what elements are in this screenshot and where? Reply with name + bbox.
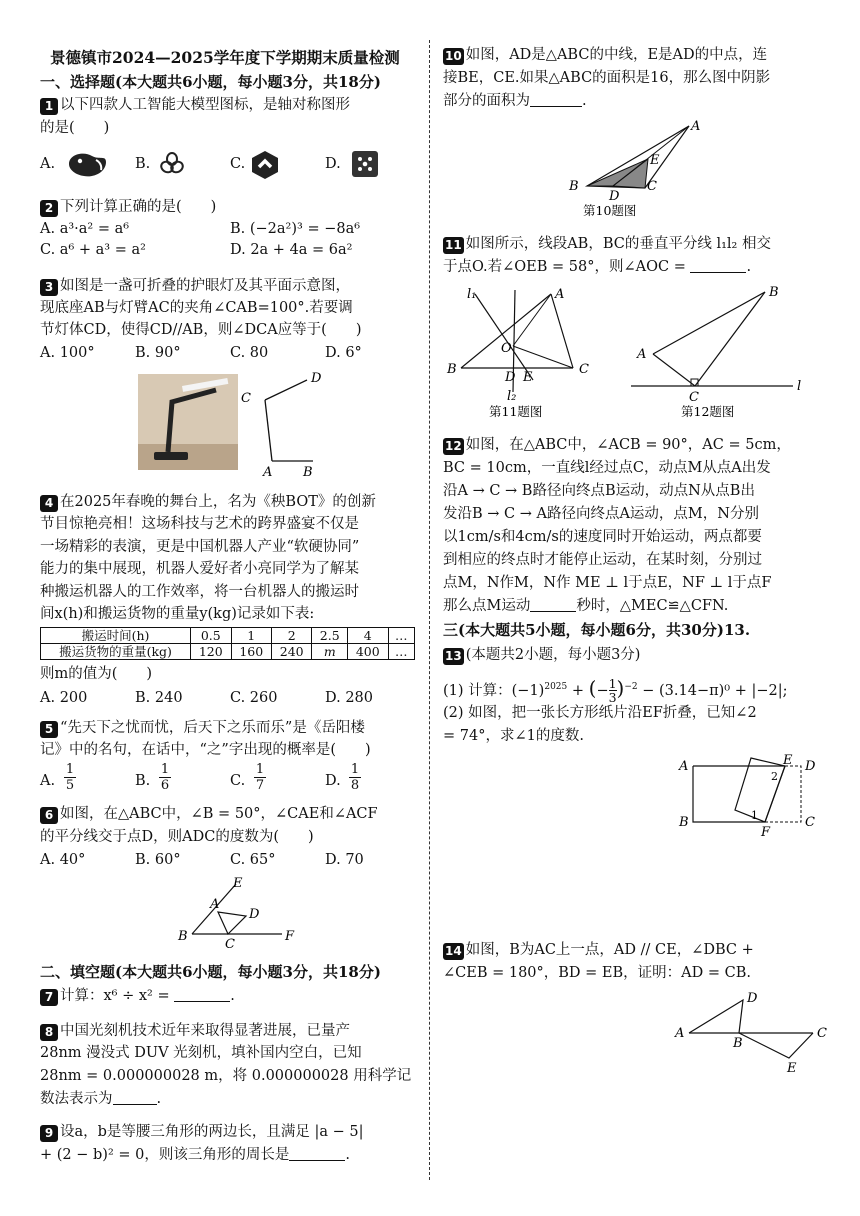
- question-10-line2: 接BE，CE.如果△ABC的面积是16，那么图中阴影: [443, 70, 771, 86]
- question-10-line3: 部分的面积为 .: [443, 93, 587, 109]
- answer-blank[interactable]: [530, 92, 582, 107]
- svg-text:O: O: [501, 341, 512, 356]
- svg-text:B: B: [569, 179, 579, 194]
- svg-text:A: A: [555, 287, 565, 302]
- svg-text:E: E: [233, 876, 243, 891]
- answer-blank[interactable]: [530, 597, 576, 612]
- svg-text:E: E: [523, 370, 533, 385]
- question-1-line2: 的是( ): [40, 120, 110, 136]
- question-13-part2: (2) 如图，把一张长方形纸片沿EF折叠，已知∠2: [443, 705, 757, 721]
- question-number: 8: [40, 1024, 58, 1041]
- q3-option-a: A. 100°: [40, 345, 95, 361]
- question-13: 13 (本题共2小题，每小题3分): [445, 647, 641, 663]
- question-number: 2: [40, 200, 58, 217]
- question-12-line5: 以1cm/s和4cm/s的速度同时开始运动，两点都要: [443, 529, 762, 545]
- question-8-line3: 28nm = 0.000000028 m，将 0.000000028 用科学记: [40, 1068, 412, 1084]
- q2-option-d: D. 2a + 4a = 6a²: [230, 242, 353, 258]
- label-C: C: [241, 391, 251, 406]
- answer-blank[interactable]: [113, 1090, 157, 1105]
- svg-text:D: D: [805, 759, 816, 774]
- question-4-line6: 间x(h)和搬运货物的重量y(kg)记录如下表:: [40, 606, 315, 622]
- q4-option-d: D. 280: [325, 690, 374, 706]
- question-11: 11 如图所示，线段AB，BC的垂直平分线 l₁l₂ 相交: [445, 236, 771, 252]
- question-8-line4: 数法表示为 .: [40, 1091, 162, 1107]
- svg-text:A: A: [675, 1026, 685, 1041]
- svg-text:D: D: [747, 991, 758, 1006]
- svg-text:A: A: [691, 119, 701, 134]
- question-number: 6: [40, 807, 58, 824]
- svg-text:E: E: [650, 153, 660, 168]
- answer-blank[interactable]: [690, 258, 746, 273]
- label-D: D: [311, 371, 322, 386]
- svg-text:l₂: l₂: [507, 389, 517, 404]
- question-5-line2: 记》中的名句，在话中，“之”字出现的概率是( ): [40, 742, 371, 758]
- figure-caption: 第11题图: [489, 404, 543, 419]
- q3-option-d: D. 6°: [325, 345, 362, 361]
- question-11-line2: 于点O.若∠OEB = 58°，则∠AOC = .: [443, 259, 752, 275]
- answer-blank[interactable]: [174, 987, 230, 1002]
- column-divider: [429, 40, 430, 1180]
- hexagon-logo-icon: [251, 150, 279, 180]
- q11-diagram: [443, 280, 603, 422]
- svg-text:D: D: [249, 907, 260, 922]
- svg-text:2: 2: [771, 770, 778, 783]
- svg-text:E: E: [783, 753, 793, 768]
- whale-logo-icon: [66, 148, 108, 180]
- q6-option-d: D. 70: [325, 852, 364, 868]
- question-4: 4 在2025年春晚的舞台上，名为《秧BOT》的创新: [40, 492, 376, 513]
- q2-option-a: A. a³·a² = a⁶: [40, 221, 130, 237]
- svg-text:B: B: [733, 1036, 743, 1051]
- q6-option-a: A. 40°: [40, 852, 86, 868]
- svg-text:1: 1: [751, 809, 758, 822]
- svg-text:C: C: [817, 1026, 827, 1041]
- question-8-line2: 28nm 漫没式 DUV 光刻机，填补国内空白，已知: [40, 1045, 362, 1061]
- question-13-part1: (1) 计算：$(-1)^{2025}$ + (− $\frac{1}{3}$ )$^{-2}$ − (3.14−π)⁰ + |−2|;: [443, 675, 788, 706]
- page-title: 景德镇市2024—2025学年度下学期期末质量检测: [50, 48, 400, 67]
- svg-text:B: B: [679, 815, 689, 830]
- question-5: 5 “先天下之忧而忧，后天下之乐而乐”是《岳阳楼: [40, 718, 365, 739]
- question-number: 7: [40, 989, 58, 1006]
- question-number: 5: [40, 721, 58, 738]
- question-number: 13: [445, 649, 462, 663]
- q1-option-a: A.: [40, 156, 56, 172]
- question-12-line8: 那么点M运动 秒时，△MEC≌△CFN.: [443, 598, 729, 614]
- question-12: 12 如图，在△ABC中，∠ACB = 90°，AC = 5cm，: [445, 437, 791, 453]
- label-A: A: [263, 465, 273, 480]
- q5-option-b: B.: [135, 773, 151, 789]
- question-12-line4: 发沿B → C → A路径向终点A运动，点M，N分别: [443, 506, 759, 522]
- q3-lamp-diagram: [235, 366, 365, 480]
- svg-text:F: F: [761, 825, 771, 840]
- svg-text:C: C: [689, 390, 699, 405]
- q4-option-b: B. 240: [135, 690, 183, 706]
- openai-knot-icon: [158, 150, 186, 178]
- fraction-1-7: 1 7: [255, 762, 265, 793]
- q1-option-b: B.: [135, 156, 151, 172]
- square-dots-logo-icon: [352, 151, 378, 177]
- question-6: 6 如图，在△ABC中，∠B = 50°，∠CAE和∠ACF: [40, 804, 378, 825]
- q6-option-c: C. 65°: [230, 852, 276, 868]
- question-number: 14: [445, 944, 462, 958]
- question-10: 10 如图，AD是△ABC的中线，E是AD的中点，连: [445, 47, 768, 63]
- svg-text:C: C: [647, 179, 657, 194]
- question-6-line2: 的平分线交于点D，则ADC的度数为( ): [40, 829, 314, 845]
- q2-option-b: B. (−2a²)³ = −8a⁶: [230, 221, 361, 237]
- question-4-line2: 节目惊艳亮相！这场科技与艺术的跨界盛宴不仅是: [40, 516, 359, 532]
- svg-text:B: B: [769, 285, 779, 300]
- svg-text:A: A: [637, 347, 647, 362]
- question-4-line4: 能力的集中展现，机器人爱好者小亮同学为了解某: [40, 561, 359, 577]
- svg-text:A: A: [210, 897, 220, 912]
- q10-triangle-diagram: [563, 116, 713, 220]
- svg-text:E: E: [787, 1061, 797, 1076]
- svg-text:B: B: [178, 929, 188, 944]
- desk-lamp-photo: [138, 374, 238, 470]
- svg-text:F: F: [285, 929, 295, 944]
- question-12-line7: 点M，N作M，N作 ME ⊥ l于点E，NF ⊥ l于点F: [443, 575, 772, 591]
- question-2: 2 下列计算正确的是( ): [40, 197, 216, 218]
- fraction-1-8: 1 8: [350, 762, 360, 793]
- svg-text:l: l: [797, 379, 802, 394]
- q3-option-b: B. 90°: [135, 345, 181, 361]
- question-4-line3: 一场精彩的表演，更是中国机器人产业“软硬协同”: [40, 539, 360, 555]
- q2-option-c: C. a⁶ + a³ = a²: [40, 242, 146, 258]
- section-three-heading: 三(本大题共5小题，每小题6分，共30分)13.: [443, 621, 751, 639]
- table-row: 搬运货物的重量(kg) 120 160 240 m 400 …: [41, 644, 415, 660]
- question-12-line6: 到相应的终点时才能停止运动，在某时刻，分别过: [443, 552, 762, 568]
- question-3-line2: 现底座AB与灯臂AC的夹角∠CAB=100°.若要调: [40, 300, 353, 316]
- question-number: 11: [445, 238, 462, 252]
- q1-option-c: C.: [230, 156, 246, 172]
- question-14-line2: ∠CEB = 180°，BD = EB，证明：AD = CB.: [443, 965, 751, 981]
- fraction-1-6: 1 6: [160, 762, 170, 793]
- question-8: 8 中国光刻机技术近年来取得显著进展，已量产: [40, 1021, 350, 1042]
- q6-triangle-diagram: [170, 874, 300, 954]
- q5-option-c: C.: [230, 773, 246, 789]
- question-3: 3 如图是一盏可折叠的护眼灯及其平面示意图，: [40, 276, 350, 297]
- q5-option-a: A.: [40, 773, 56, 789]
- q14-diagram: [663, 986, 833, 1076]
- question-12-line3: 沿A → C → B路径向终点B运动，动点N从点B出: [443, 483, 755, 499]
- section-two-heading: 二、填空题(本大题共6小题，每小题3分，共18分): [40, 963, 381, 981]
- question-number: 9: [40, 1125, 58, 1142]
- question-1: 1 以下四款人工智能大模型图标，是轴对称图形: [40, 95, 350, 116]
- question-3-line3: 节灯体CD，使得CD//AB，则∠DCA应等于( ): [40, 322, 362, 338]
- section-one-heading: 一、选择题(本大题共6小题，每小题3分，共18分): [40, 73, 381, 91]
- question-number: 4: [40, 495, 58, 512]
- q13-folded-rectangle-diagram: [673, 750, 833, 840]
- q3-option-c: C. 80: [230, 345, 269, 361]
- svg-text:D: D: [609, 189, 620, 204]
- q4-data-table: [40, 627, 415, 660]
- q1-option-d: D.: [325, 156, 341, 172]
- question-number: 12: [445, 439, 462, 453]
- question-number: 1: [40, 98, 58, 115]
- question-number: 10: [445, 49, 462, 63]
- svg-text:l₁: l₁: [467, 287, 477, 302]
- table-row: 搬运时间(h) 0.5 1 2 2.5 4 …: [41, 628, 415, 644]
- svg-text:C: C: [805, 815, 815, 830]
- question-14: 14 如图，B为AC上一点，AD // CE，∠DBC +: [445, 942, 754, 958]
- label-B: B: [303, 465, 313, 480]
- question-9: 9 设a，b是等腰三角形的两边长，且满足 |a − 5|: [40, 1122, 364, 1143]
- svg-text:C: C: [225, 937, 235, 952]
- q5-option-d: D.: [325, 773, 341, 789]
- question-number: 3: [40, 279, 58, 296]
- q6-option-b: B. 60°: [135, 852, 181, 868]
- svg-text:C: C: [579, 362, 589, 377]
- question-7: 7 计算：x⁶ ÷ x² = .: [40, 986, 235, 1007]
- svg-text:A: A: [679, 759, 689, 774]
- question-13-part2-line2: = 74°，求∠1的度数.: [443, 728, 584, 744]
- question-4-after: 则m的值为( ): [40, 666, 153, 682]
- question-9-line2: + (2 − b)² = 0，则该三角形的周长是 .: [40, 1147, 350, 1163]
- fraction-1-3: $\frac{1}{3}$: [608, 676, 617, 706]
- svg-text:D: D: [505, 370, 516, 385]
- question-4-line5: 种搬运机器人的工作效率，将一台机器人的搬运时: [40, 584, 359, 600]
- figure-caption: 第12题图: [681, 404, 735, 419]
- answer-blank[interactable]: [289, 1146, 345, 1161]
- q4-option-c: C. 260: [230, 690, 278, 706]
- svg-text:B: B: [447, 362, 457, 377]
- figure-caption: 第10题图: [583, 203, 637, 218]
- q4-option-a: A. 200: [40, 690, 88, 706]
- question-12-line2: BC = 10cm，一直线l经过点C，动点M从点A出发: [443, 460, 771, 476]
- fraction-1-5: 1 5: [65, 762, 75, 793]
- q12-diagram: [623, 280, 823, 422]
